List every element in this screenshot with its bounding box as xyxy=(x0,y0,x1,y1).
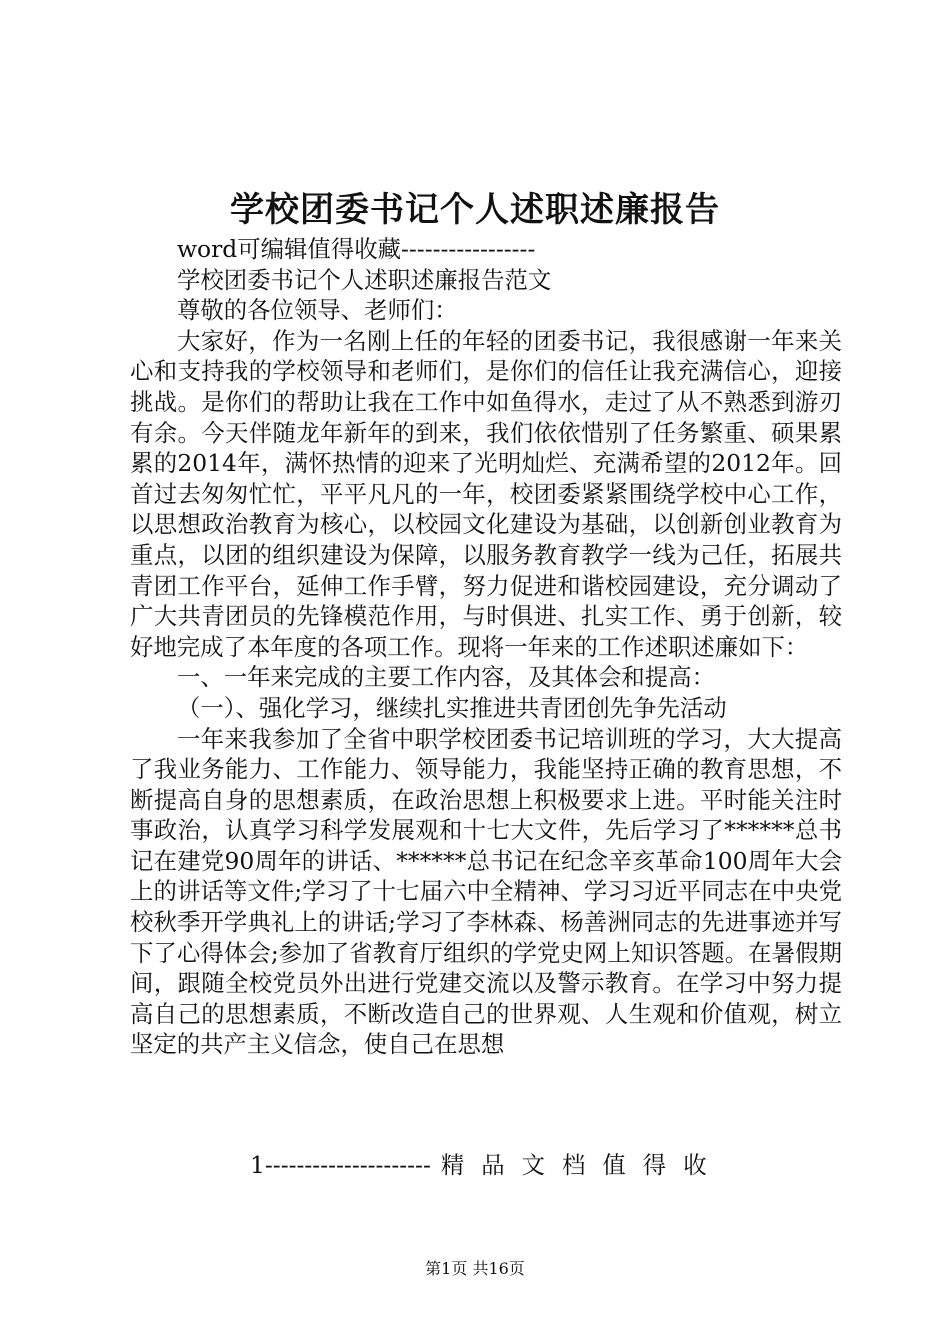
header-note: word可编辑值得收藏----------------- xyxy=(177,235,536,263)
footer-prefix: 1--------------------- xyxy=(250,1151,431,1179)
document-body xyxy=(130,234,842,1060)
document-title: 学校团委书记个人述职述廉报告 xyxy=(230,190,720,230)
salutation: 尊敬的各位领导、老师们： xyxy=(177,296,458,325)
subsection-heading: （一）、强化学习，继续扎实推进共青团创先争先活动 xyxy=(177,693,727,722)
paragraph-study: 一年来我参加了全省中职学校团委书记培训班的学习，大大提高了我业务能力、工作能力、领导能力，我能坚持正确的教育思想，不断提高自身的思想素质，在政治思想上积极要求上进。平时能关注时事政治，认真学习科学发展观和十七大文件，先后学习了******总书记在建党90周年的讲话、******总书记在纪念辛亥革命100周年大会上的讲话等文件;学习了十七届六中全精神、学习习近平同志在中央党校秋季开学典礼上的讲话;学习了李林森、杨善洲同志的先进事迹并写下了心得体会;参加了省教育厅组织的学党史网上知识答题。在暑假期间，跟随全校党员外出进行党建交流以及警示教育。在学习中努力提高自己的思想素质，不断改造自己的世界观、人生观和价值观，树立坚定的共产主义信念，使自己在思想 xyxy=(130,724,842,1059)
footer-suffix: 精品文档值得收 xyxy=(440,1151,724,1179)
subtitle: 学校团委书记个人述职述廉报告范文 xyxy=(177,265,552,294)
section-heading: 一、一年来完成的主要工作内容，及其体会和提高： xyxy=(177,663,715,692)
page-number: 第1页 共16页 xyxy=(425,1259,525,1278)
paragraph-intro: 大家好，作为一名刚上任的年轻的团委书记，我很感谢一年来关心和支持我的学校领导和老师们，是你们的信任让我充满信心，迎接挑战。是你们的帮助让我在工作中如鱼得水，走过了从不熟悉到游刃有余。今天伴随龙年新年的到来，我们依依惜别了任务繁重、硕果累累的2014年，满怀热情的迎来了光明灿烂、充满希望的2012年。回首过去匆匆忙忙，平平凡凡的一年，校团委紧紧围绕学校中心工作，以思想政治教育为核心，以校园文化建设为基础，以创新创业教育为重点，以团的组织建设为保障，以服务教育教学一线为己任，拓展共青团工作平台，延伸工作手臂，努力促进和谐校园建设，充分调动了广大共青团员的先锋模范作用，与时俱进、扎实工作、勇于创新，较好地完成了本年度的各项工作。现将一年来的工作述职述廉如下： xyxy=(130,326,842,661)
footer-line xyxy=(250,1150,840,1180)
